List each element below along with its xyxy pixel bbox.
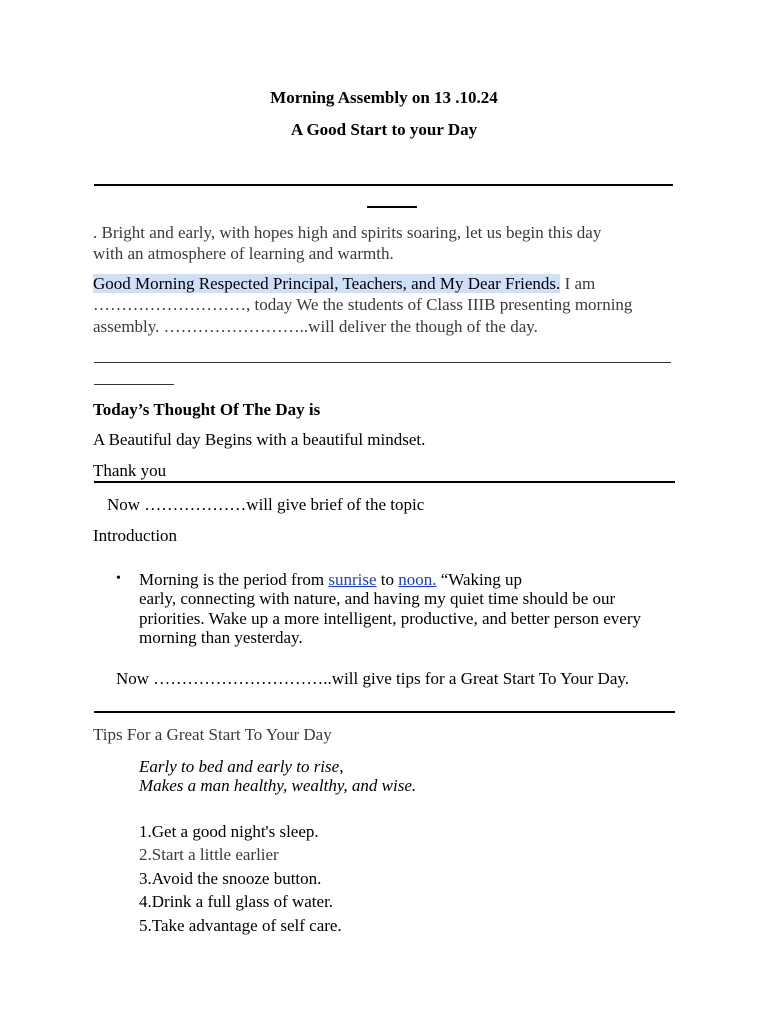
bullet-line-1-text: Morning is the period from: [139, 570, 329, 589]
opening-line-1: . Bright and early, with hopes high and spirits soaring, let us begin this day: [93, 223, 602, 242]
topic-brief-line: Now ………………will give brief of the topic: [107, 495, 425, 514]
separator-line-1-tail: [367, 206, 417, 208]
separator-line-2-tail: [94, 384, 174, 385]
bullet-line-1-mid: to: [376, 570, 399, 589]
bullet-line-1: [139, 570, 522, 590]
greeting-line-1-rest: I am: [560, 274, 596, 293]
tip-item: 5.Take advantage of self care.: [139, 916, 342, 935]
thought-text: A Beautiful day Begins with a beautiful mindset.: [93, 430, 426, 449]
bullet-line-4: morning than yesterday.: [139, 628, 303, 647]
tips-heading: Tips For a Great Start To Your Day: [93, 725, 332, 744]
greeting-highlighted-text: Good Morning Respected Principal, Teachers, and My Dear Friends.: [93, 274, 561, 293]
opening-line-2: with an atmosphere of learning and warmth.: [93, 244, 394, 263]
tips-intro-line: Now …………………………..will give tips for a Great Start To Your Day.: [116, 669, 630, 688]
document-subtitle: A Good Start to your Day: [290, 120, 478, 139]
quote-line-2: Makes a man healthy, wealthy, and wise.: [139, 776, 417, 795]
introduction-label: Introduction: [93, 526, 178, 545]
quote-line-1: Early to bed and early to rise,: [139, 757, 344, 776]
tip-item: 4.Drink a full glass of water.: [139, 892, 334, 911]
greeting-line-1: [93, 274, 595, 294]
greeting-line-3: assembly. ……………………..will deliver the though of the day.: [93, 317, 538, 336]
separator-line-1: [94, 184, 673, 186]
separator-line-4: [94, 711, 675, 713]
tip-item: 3.Avoid the snooze button.: [139, 869, 322, 888]
bullet-marker: •: [116, 571, 121, 586]
separator-line-2: [94, 362, 671, 363]
tip-item: 1.Get a good night's sleep.: [139, 822, 319, 841]
noon-link[interactable]: noon.: [398, 570, 437, 589]
bullet-line-3: priorities. Wake up a more intelligent, productive, and better person every: [139, 609, 642, 628]
separator-line-3: [94, 481, 675, 483]
thank-you-text: Thank you: [93, 461, 167, 480]
bullet-line-1-post: “Waking up: [436, 570, 522, 589]
sunrise-link[interactable]: sunrise: [328, 570, 377, 589]
bullet-line-2: early, connecting with nature, and having my quiet time should be our: [139, 589, 616, 608]
tip-item: 2.Start a little earlier: [139, 845, 279, 864]
thought-heading: Today’s Thought Of The Day is: [93, 400, 321, 419]
greeting-line-2: ………………………, today We the students of Class IIIB presenting morning: [93, 295, 633, 314]
document-title: Morning Assembly on 13 .10.24: [270, 88, 498, 107]
